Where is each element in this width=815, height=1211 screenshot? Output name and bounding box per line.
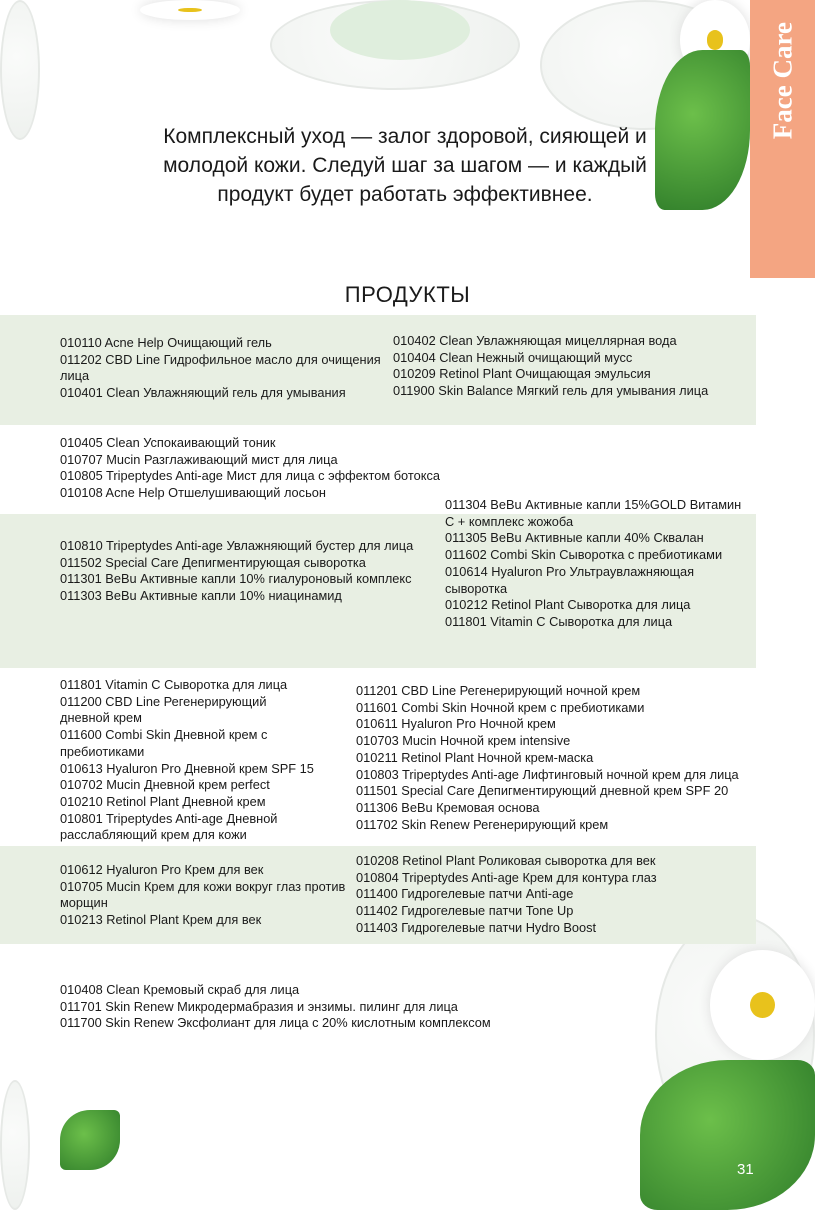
product-item: 010110 Acne Help Очищающий гель [60,335,272,350]
product-item: 010212 Retinol Plant Сыворотка для лица [445,597,691,613]
product-item: 010402 Clean Увлажняющая мицеллярная вода [393,333,677,348]
section-tab [750,0,815,278]
product-item: 010108 Acne Help Отшелушивающий лосьон [60,485,326,501]
product-item: 011700 Skin Renew Эксфолиант для лица с 20% кислотным комплексом [60,1015,491,1031]
product-item: 011301 BeBu Активные капли 10% гиалуроновый комплекс [60,571,412,587]
product-item: 011900 Skin Balance Мягкий гель для умывания лица [393,383,709,399]
decor-glass [0,1080,30,1210]
product-item: 011306 BeBu Кремовая основа [356,799,540,815]
decor-leaf [655,50,750,210]
product-item: 011600 Combi Skin Дневной крем с пребиотиками [60,727,268,759]
product-item: 011303 BeBu Активные капли 10% ниацинамид [60,588,342,604]
product-list-left [60,862,350,929]
product-item: 011402 Гидрогелевые патчи Tone Up [356,903,574,919]
product-item: 010405 Clean Успокаивающий тоник [60,435,276,450]
product-item: 011200 CBD Line Регенерирующий дневной крем [60,693,267,726]
product-list-left [60,335,393,402]
product-list-left [60,435,503,502]
product-item: 011801 Vitamin C Сыворотка для лица [445,613,673,629]
product-item: 010209 Retinol Plant Очищающая эмульсия [393,366,651,382]
product-item: 010801 Tripeptydes Anti-age Дневной расслабляющий крем для кожи [60,810,278,843]
product-item: 011304 BeBu Активные капли 15%GOLD Витамин С + комплекс жожоба [445,497,742,529]
product-item: 011305 BeBu Активные капли 40% Сквалан [445,530,704,546]
intro-text: Комплексный уход — залог здоровой, сияющей и молодой кожи. Следуй шаг за шагом — и каждый продукт будет работать эффективнее. [163,125,647,206]
page-number: 31 [737,1161,754,1178]
product-item: 010702 Mucin Дневной крем perfect [60,777,270,793]
product-list-left [60,538,440,605]
product-item: 010408 Clean Кремовый скраб для лица [60,982,300,997]
decor-glass [0,0,40,140]
product-item: 010401 Clean Увлажняющий гель для умывания [60,385,346,401]
product-item: 010208 Retinol Plant Роликовая сыворотка для век [356,853,656,868]
product-item: 011602 Combi Skin Сыворотка с пребиотиками [445,547,723,563]
product-list-right [393,333,756,400]
product-item: 010614 Hyaluron Pro Ультраувлажняющая сыворотка [445,563,695,596]
product-item: 010611 Hyaluron Pro Ночной крем [356,716,556,732]
product-list-left [60,982,560,1032]
product-list-right [356,683,796,833]
product-item: 011601 Combi Skin Ночной крем с пребиотиками [356,699,645,715]
decor-flower [140,0,240,20]
product-item: 011702 Skin Renew Регенерирующий крем [356,816,609,832]
product-item: 011400 Гидрогелевые патчи Anti-age [356,886,574,902]
product-list-right [445,497,745,631]
section-tab-label: Face Care [767,22,797,140]
product-item: 011502 Special Care Депигментирующая сыворотка [60,554,366,570]
product-item: 010213 Retinol Plant Крем для век [60,912,262,928]
product-item: 010804 Tripeptydes Anti-age Крем для контура глаз [356,869,657,885]
product-item: 010805 Tripeptydes Anti-age Мист для лица с эффектом ботокса [60,468,440,484]
product-item: 010703 Mucin Ночной крем intensive [356,733,571,749]
products-heading: ПРОДУКТЫ [344,282,471,307]
product-list-right [356,853,746,937]
product-item: 010810 Tripeptydes Anti-age Увлажняющий бустер для лица [60,538,414,553]
product-item: 011201 CBD Line Регенерирующий ночной крем [356,683,641,698]
decor-cream [330,0,470,60]
product-list-left [60,677,315,844]
product-item: 010404 Clean Нежный очищающий мусс [393,349,633,365]
product-item: 011801 Vitamin C Сыворотка для лица [60,677,288,692]
product-item: 011202 CBD Line Гидрофильное масло для очищения лица [60,351,381,384]
decor-clover [60,1110,120,1170]
product-item: 010803 Tripeptydes Anti-age Лифтинговый ночной крем для лица [356,766,739,782]
product-item: 010612 Hyaluron Pro Крем для век [60,862,264,877]
product-item: 011403 Гидрогелевые патчи Hydro Boost [356,919,597,935]
product-item: 010210 Retinol Plant Дневной крем [60,793,266,809]
product-item: 011501 Special Care Депигментирующий дневной крем SPF 20 [356,783,729,799]
product-item: 010613 Hyaluron Pro Дневной крем SPF 15 [60,760,314,776]
decor-leaf [640,1060,815,1210]
product-item: 010707 Mucin Разглаживающий мист для лица [60,451,338,467]
product-item: 011701 Skin Renew Микродермабразия и энзимы. пилинг для лица [60,998,458,1014]
product-item: 010705 Mucin Крем для кожи вокруг глаз против морщин [60,878,346,911]
product-item: 010211 Retinol Plant Ночной крем-маска [356,749,594,765]
